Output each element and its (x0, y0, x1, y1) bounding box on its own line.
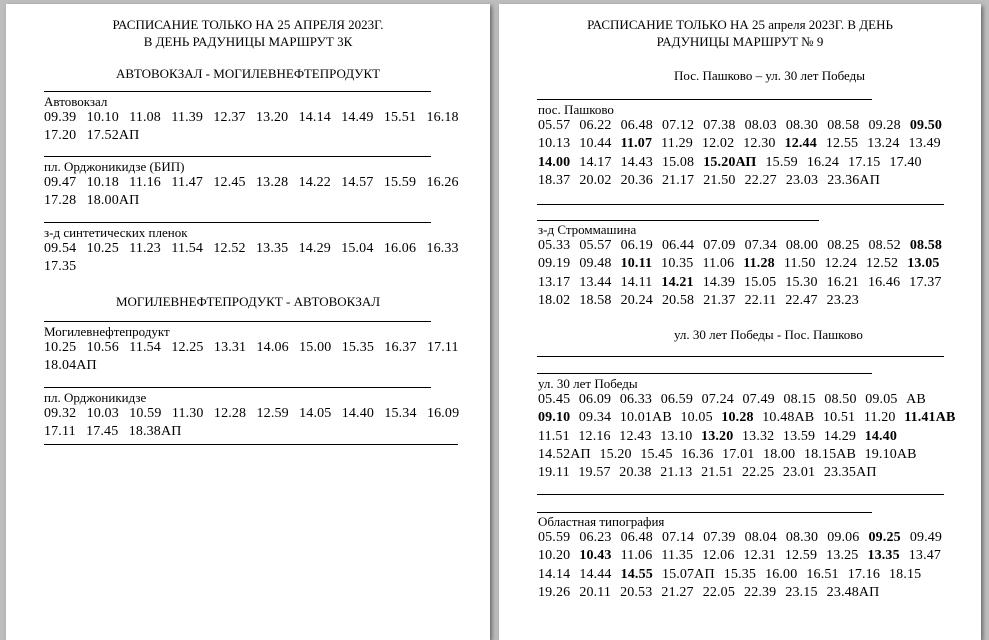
departure-time: 12.24 (824, 256, 857, 272)
departure-time: 17.35 (44, 259, 77, 275)
route-9-direction-return: ул. 30 лет Победы - Пос. Пашково (674, 327, 863, 342)
departure-time: 10.10 (86, 110, 119, 125)
departure-time: 09.48 (579, 256, 612, 272)
departure-time: 12.02 (701, 136, 735, 152)
departure-time: 10.56 (86, 340, 119, 355)
departure-time: 14.00 (538, 154, 571, 170)
route-3k-direction-outbound: АВТОВОКЗАЛ - МОГИЛЕВНЕФТЕПРОДУКТ (115, 66, 381, 81)
stop-times (44, 109, 468, 146)
departure-time: 09.50 (909, 118, 943, 133)
departure-time: 13.10 (660, 428, 693, 444)
departure-time: 14.11 (620, 274, 653, 290)
departure-time: 09.06 (827, 530, 860, 545)
departure-time: 21.13 (660, 465, 693, 481)
departure-time: 05.33 (538, 238, 571, 253)
departure-time: 16.51 (806, 566, 839, 582)
departure-time: 21.27 (661, 584, 694, 600)
departure-time: 16.18 (426, 110, 459, 125)
departure-time: 13.31 (213, 340, 247, 355)
departure-time: 20.58 (661, 292, 695, 308)
departure-time: 14.43 (620, 154, 653, 170)
departure-time: 13.44 (579, 274, 612, 290)
departure-time: 18.02 (538, 292, 571, 308)
divider (537, 512, 872, 513)
departure-time: 15.05 (744, 274, 777, 290)
departure-time: 06.23 (579, 530, 612, 545)
departure-time: 16.21 (826, 274, 859, 290)
departure-time: 14.52АП (538, 446, 591, 462)
departure-time: 09.54 (44, 241, 77, 256)
divider (44, 222, 431, 223)
departure-time: 12.28 (213, 406, 247, 421)
departure-time: 08.52 (868, 238, 901, 253)
departure-time: 16.33 (426, 241, 459, 256)
departure-time: 08.25 (827, 238, 860, 253)
departure-time: 07.49 (742, 392, 775, 407)
stop-times (538, 391, 956, 482)
departure-time: 15.07АП (661, 566, 715, 582)
departure-time: 22.11 (744, 292, 777, 308)
departure-time: 06.44 (661, 238, 695, 253)
departure-time: 13.32 (742, 428, 775, 444)
departure-time: 14.17 (579, 154, 612, 170)
departure-time: 12.43 (619, 428, 652, 444)
departure-time: 12.16 (578, 428, 611, 444)
departure-time: 18.37 (538, 172, 571, 188)
departure-time: 22.47 (785, 292, 818, 308)
stop-name: Автовокзал (44, 94, 108, 109)
departure-time: 20.11 (579, 584, 612, 600)
departure-time: 10.48АВ (762, 410, 815, 426)
departure-time: 11.06 (702, 256, 735, 272)
departure-time: 09.34 (578, 410, 612, 426)
departure-time: 05.59 (538, 530, 571, 545)
departure-time: 08.30 (785, 530, 819, 545)
departure-time: 14.55 (620, 566, 653, 582)
departure-time: 22.39 (744, 584, 777, 600)
departure-time: 22.25 (742, 465, 775, 481)
departure-time: 08.30 (785, 118, 819, 133)
departure-time: 20.36 (620, 172, 653, 188)
departure-time: 18.00 (763, 446, 796, 462)
departure-time: 16.36 (681, 446, 714, 462)
departure-time: 11.29 (661, 136, 693, 152)
departure-time: 11.07 (620, 136, 653, 152)
departure-time: 11.08 (129, 110, 161, 125)
departure-time: 12.59 (784, 548, 818, 564)
departure-time: 11.50 (783, 256, 816, 272)
departure-time: 14.21 (661, 274, 694, 290)
departure-time: 14.39 (702, 274, 735, 290)
departure-time: 11.06 (620, 548, 653, 564)
divider (44, 91, 431, 92)
departure-time: 17.45 (86, 424, 119, 440)
departure-time: 20.24 (620, 292, 653, 308)
departure-time: 05.57 (579, 238, 612, 253)
departure-time: 09.05 АВ (865, 392, 926, 407)
departure-time: 14.06 (256, 340, 289, 355)
divider (44, 321, 431, 322)
divider (537, 204, 944, 205)
departure-time: 09.19 (538, 256, 571, 272)
departure-time: 09.32 (44, 406, 77, 421)
departure-time: 19.10АВ (864, 446, 917, 462)
departure-time: 18.00АП (86, 193, 140, 209)
departure-time: 11.47 (171, 175, 204, 190)
departure-time: 22.05 (702, 584, 735, 600)
departure-time: 19.57 (578, 465, 611, 481)
route-3k-title: РАСПИСАНИЕ ТОЛЬКО НА 25 АПРЕЛЯ 2023Г. В ДЕНЬ РАДУНИЦЫ МАРШРУТ 3К (112, 17, 384, 49)
route-9-title: РАСПИСАНИЕ ТОЛЬКО НА 25 апреля 2023Г. В ДЕНЬ РАДУНИЦЫ МАРШРУТ № 9 (587, 17, 893, 49)
departure-time: 09.47 (44, 175, 77, 190)
departure-time: 06.22 (579, 118, 612, 133)
departure-time: 15.30 (785, 274, 818, 290)
departure-time: 10.20 (538, 548, 571, 564)
departure-time: 13.17 (538, 274, 571, 290)
departure-time: 21.37 (703, 292, 736, 308)
stop-times (44, 405, 468, 442)
departure-time: 21.51 (701, 465, 734, 481)
departure-time: 10.25 (86, 241, 119, 256)
route-3k-direction-return: МОГИЛЕВНЕФТЕПРОДУКТ - АВТОВОКЗАЛ (115, 294, 381, 309)
departure-time: 20.53 (620, 584, 653, 600)
departure-time: 08.58 (909, 238, 943, 253)
departure-time: 15.51 (383, 110, 417, 125)
departure-time: 11.54 (171, 241, 204, 256)
departure-time: 08.04 (744, 530, 777, 545)
departure-time: 10.05 (680, 410, 713, 426)
departure-time: 14.05 (299, 406, 332, 421)
departure-time: 14.29 (823, 428, 857, 444)
departure-time: 10.25 (44, 340, 77, 355)
departure-time: 07.14 (661, 530, 695, 545)
departure-time: 10.01АВ (619, 410, 672, 426)
divider (537, 220, 819, 221)
departure-time: 14.14 (298, 110, 331, 125)
departure-time: 06.33 (619, 392, 653, 407)
stop-block (44, 325, 468, 376)
departure-time: 13.24 (867, 136, 900, 152)
departure-time: 06.09 (578, 392, 612, 407)
departure-time: 14.40 (341, 406, 374, 421)
stop-name: ул. 30 лет Победы (538, 376, 638, 391)
departure-time: 12.45 (213, 175, 246, 190)
departure-time: 13.25 (826, 548, 859, 564)
divider (44, 387, 431, 388)
departure-time: 19.11 (538, 465, 570, 481)
departure-time: 16.46 (867, 274, 901, 290)
departure-time: 05.57 (538, 118, 571, 133)
departure-time: 11.16 (129, 175, 161, 190)
departure-time: 23.03 (785, 172, 819, 188)
departure-time: 17.40 (889, 154, 922, 170)
departure-time: 10.44 (579, 136, 612, 152)
departure-time: 08.50 (824, 392, 857, 407)
departure-time: 10.51 (822, 410, 856, 426)
stop-name: пос. Пашково (538, 102, 614, 117)
departure-time: 12.52 (865, 256, 899, 272)
departure-time: 15.34 (384, 406, 417, 421)
departure-time: 16.37 (384, 340, 417, 355)
departure-time: 13.59 (782, 428, 816, 444)
departure-time: 15.20АП (703, 154, 757, 170)
departure-time: 18.04АП (44, 358, 97, 374)
stop-block (44, 160, 468, 211)
departure-time: 09.49 (909, 530, 943, 545)
departure-time: 17.15 (848, 154, 881, 170)
departure-time: 14.57 (341, 175, 374, 190)
departure-time: 17.37 (909, 274, 942, 290)
departure-time: 07.24 (701, 392, 734, 407)
departure-time: 14.44 (579, 566, 612, 582)
divider (44, 444, 458, 445)
stop-times (538, 117, 956, 190)
departure-time: 16.26 (426, 175, 459, 190)
departure-time: 10.18 (86, 175, 119, 190)
departure-time: 09.10 (538, 410, 571, 426)
departure-time: 06.48 (620, 118, 653, 133)
stop-name: з-д синтетических пленок (44, 225, 188, 240)
departure-time: 16.06 (383, 241, 417, 256)
departure-time: 13.35 (867, 548, 900, 564)
departure-time: 08.15 (783, 392, 816, 407)
departure-time: 07.09 (703, 238, 736, 253)
stop-block (538, 377, 956, 482)
departure-time: 15.59 (765, 154, 798, 170)
divider (537, 99, 872, 100)
stop-block (44, 95, 468, 146)
departure-time: 12.25 (171, 340, 204, 355)
stop-block (538, 515, 956, 602)
departure-time: 08.00 (785, 238, 819, 253)
departure-time: 12.31 (743, 548, 776, 564)
departure-time: 08.58 (827, 118, 860, 133)
departure-time: 17.11 (44, 424, 76, 440)
departure-time: 14.22 (298, 175, 331, 190)
departure-time: 23.15 (785, 584, 818, 600)
departure-time: 23.36АП (827, 172, 880, 188)
departure-time: 11.51 (538, 428, 570, 444)
departure-time: 15.35 (341, 340, 374, 355)
departure-time: 17.11 (426, 340, 459, 355)
departure-time: 15.04 (341, 241, 374, 256)
departure-time: 15.35 (723, 566, 757, 582)
route-9-direction-outbound: Пос. Пашково – ул. 30 лет Победы (674, 68, 865, 83)
departure-time: 23.35АП (823, 465, 877, 481)
departure-time: 13.20 (256, 110, 289, 125)
departure-time: 23.48АП (826, 584, 880, 600)
departure-time: 07.38 (703, 118, 736, 133)
divider (537, 373, 872, 374)
departure-time: 11.30 (171, 406, 204, 421)
departure-time: 12.55 (825, 136, 859, 152)
stop-name: пл. Орджоникидзе (44, 390, 147, 405)
departure-time: 18.58 (579, 292, 612, 308)
departure-time: 21.17 (661, 172, 695, 188)
departure-time: 16.00 (765, 566, 798, 582)
departure-time: 09.25 (868, 530, 901, 545)
stop-name: з-д Строммашина (538, 222, 637, 237)
departure-time: 13.05 (907, 256, 940, 272)
departure-time: 09.28 (868, 118, 901, 133)
departure-time: 14.40 (864, 428, 897, 444)
stop-times (44, 174, 468, 211)
departure-time: 11.35 (661, 548, 694, 564)
departure-time: 13.35 (256, 241, 289, 256)
departure-time: 20.02 (579, 172, 612, 188)
departure-time: 10.28 (721, 410, 754, 426)
departure-time: 11.20 (863, 410, 896, 426)
schedule-page-route-3k (6, 4, 490, 640)
departure-time: 14.14 (538, 566, 571, 582)
departure-time: 15.00 (299, 340, 332, 355)
departure-time: 12.30 (743, 136, 776, 152)
departure-time: 10.35 (661, 256, 694, 272)
departure-time: 10.13 (538, 136, 571, 152)
departure-time: 23.01 (782, 465, 816, 481)
stop-name: Могилевнефтепродукт (44, 324, 170, 339)
departure-time: 08.03 (744, 118, 777, 133)
departure-time: 11.28 (743, 256, 775, 272)
divider (44, 156, 431, 157)
departure-time: 10.59 (129, 406, 162, 421)
stop-block (44, 391, 468, 442)
departure-time: 06.19 (620, 238, 653, 253)
stop-times (44, 240, 468, 277)
departure-time: 23.23 (826, 292, 859, 308)
departure-time: 10.43 (579, 548, 612, 564)
stop-name: пл. Орджоникидзе (БИП) (44, 159, 185, 174)
divider (537, 356, 944, 357)
departure-time: 10.03 (86, 406, 119, 421)
departure-time: 15.20 (599, 446, 632, 462)
departure-time: 14.29 (298, 241, 331, 256)
departure-time: 18.15 (889, 566, 922, 582)
departure-time: 07.39 (703, 530, 736, 545)
stop-block (538, 103, 956, 190)
departure-time: 11.54 (129, 340, 161, 355)
departure-time: 14.49 (341, 110, 374, 125)
departure-time: 20.38 (619, 465, 652, 481)
departure-time: 21.50 (703, 172, 736, 188)
departure-time: 19.26 (538, 584, 571, 600)
departure-time: 12.44 (784, 136, 817, 152)
departure-time: 17.16 (847, 566, 880, 582)
departure-time: 12.06 (702, 548, 735, 564)
departure-time: 17.20 (44, 128, 77, 144)
departure-time: 06.59 (660, 392, 693, 407)
departure-time: 15.45 (640, 446, 673, 462)
departure-time: 13.49 (908, 136, 941, 152)
departure-time: 22.27 (744, 172, 777, 188)
departure-time: 17.01 (722, 446, 755, 462)
departure-time: 18.15АВ (803, 446, 856, 462)
departure-time: 18.38АП (128, 424, 182, 440)
departure-time: 05.45 (538, 392, 571, 407)
departure-time: 16.09 (426, 406, 460, 421)
divider (537, 494, 944, 495)
departure-time: 09.39 (44, 110, 77, 125)
departure-time: 11.23 (129, 241, 161, 256)
departure-time: 10.11 (620, 256, 653, 272)
departure-time: 13.20 (701, 428, 734, 444)
stop-times (538, 529, 956, 602)
stop-times (538, 237, 956, 310)
stop-name: Областная типография (538, 514, 665, 529)
departure-time: 06.48 (620, 530, 653, 545)
schedule-page-route-9 (499, 4, 981, 640)
departure-time: 15.08 (661, 154, 695, 170)
departure-time: 11.41АВ (904, 410, 956, 426)
stop-block (44, 226, 468, 277)
departure-time: 15.59 (383, 175, 417, 190)
departure-time: 13.47 (908, 548, 942, 564)
departure-time: 17.28 (44, 193, 77, 209)
departure-time: 12.59 (256, 406, 289, 421)
departure-time: 07.34 (744, 238, 777, 253)
departure-time: 12.37 (213, 110, 246, 125)
departure-time: 16.24 (806, 154, 840, 170)
departure-time: 11.39 (171, 110, 204, 125)
departure-time: 07.12 (661, 118, 695, 133)
departure-time: 17.52АП (86, 128, 140, 144)
stop-times (44, 339, 468, 376)
departure-time: 12.52 (213, 241, 246, 256)
stop-block (538, 223, 956, 310)
departure-time: 13.28 (256, 175, 289, 190)
